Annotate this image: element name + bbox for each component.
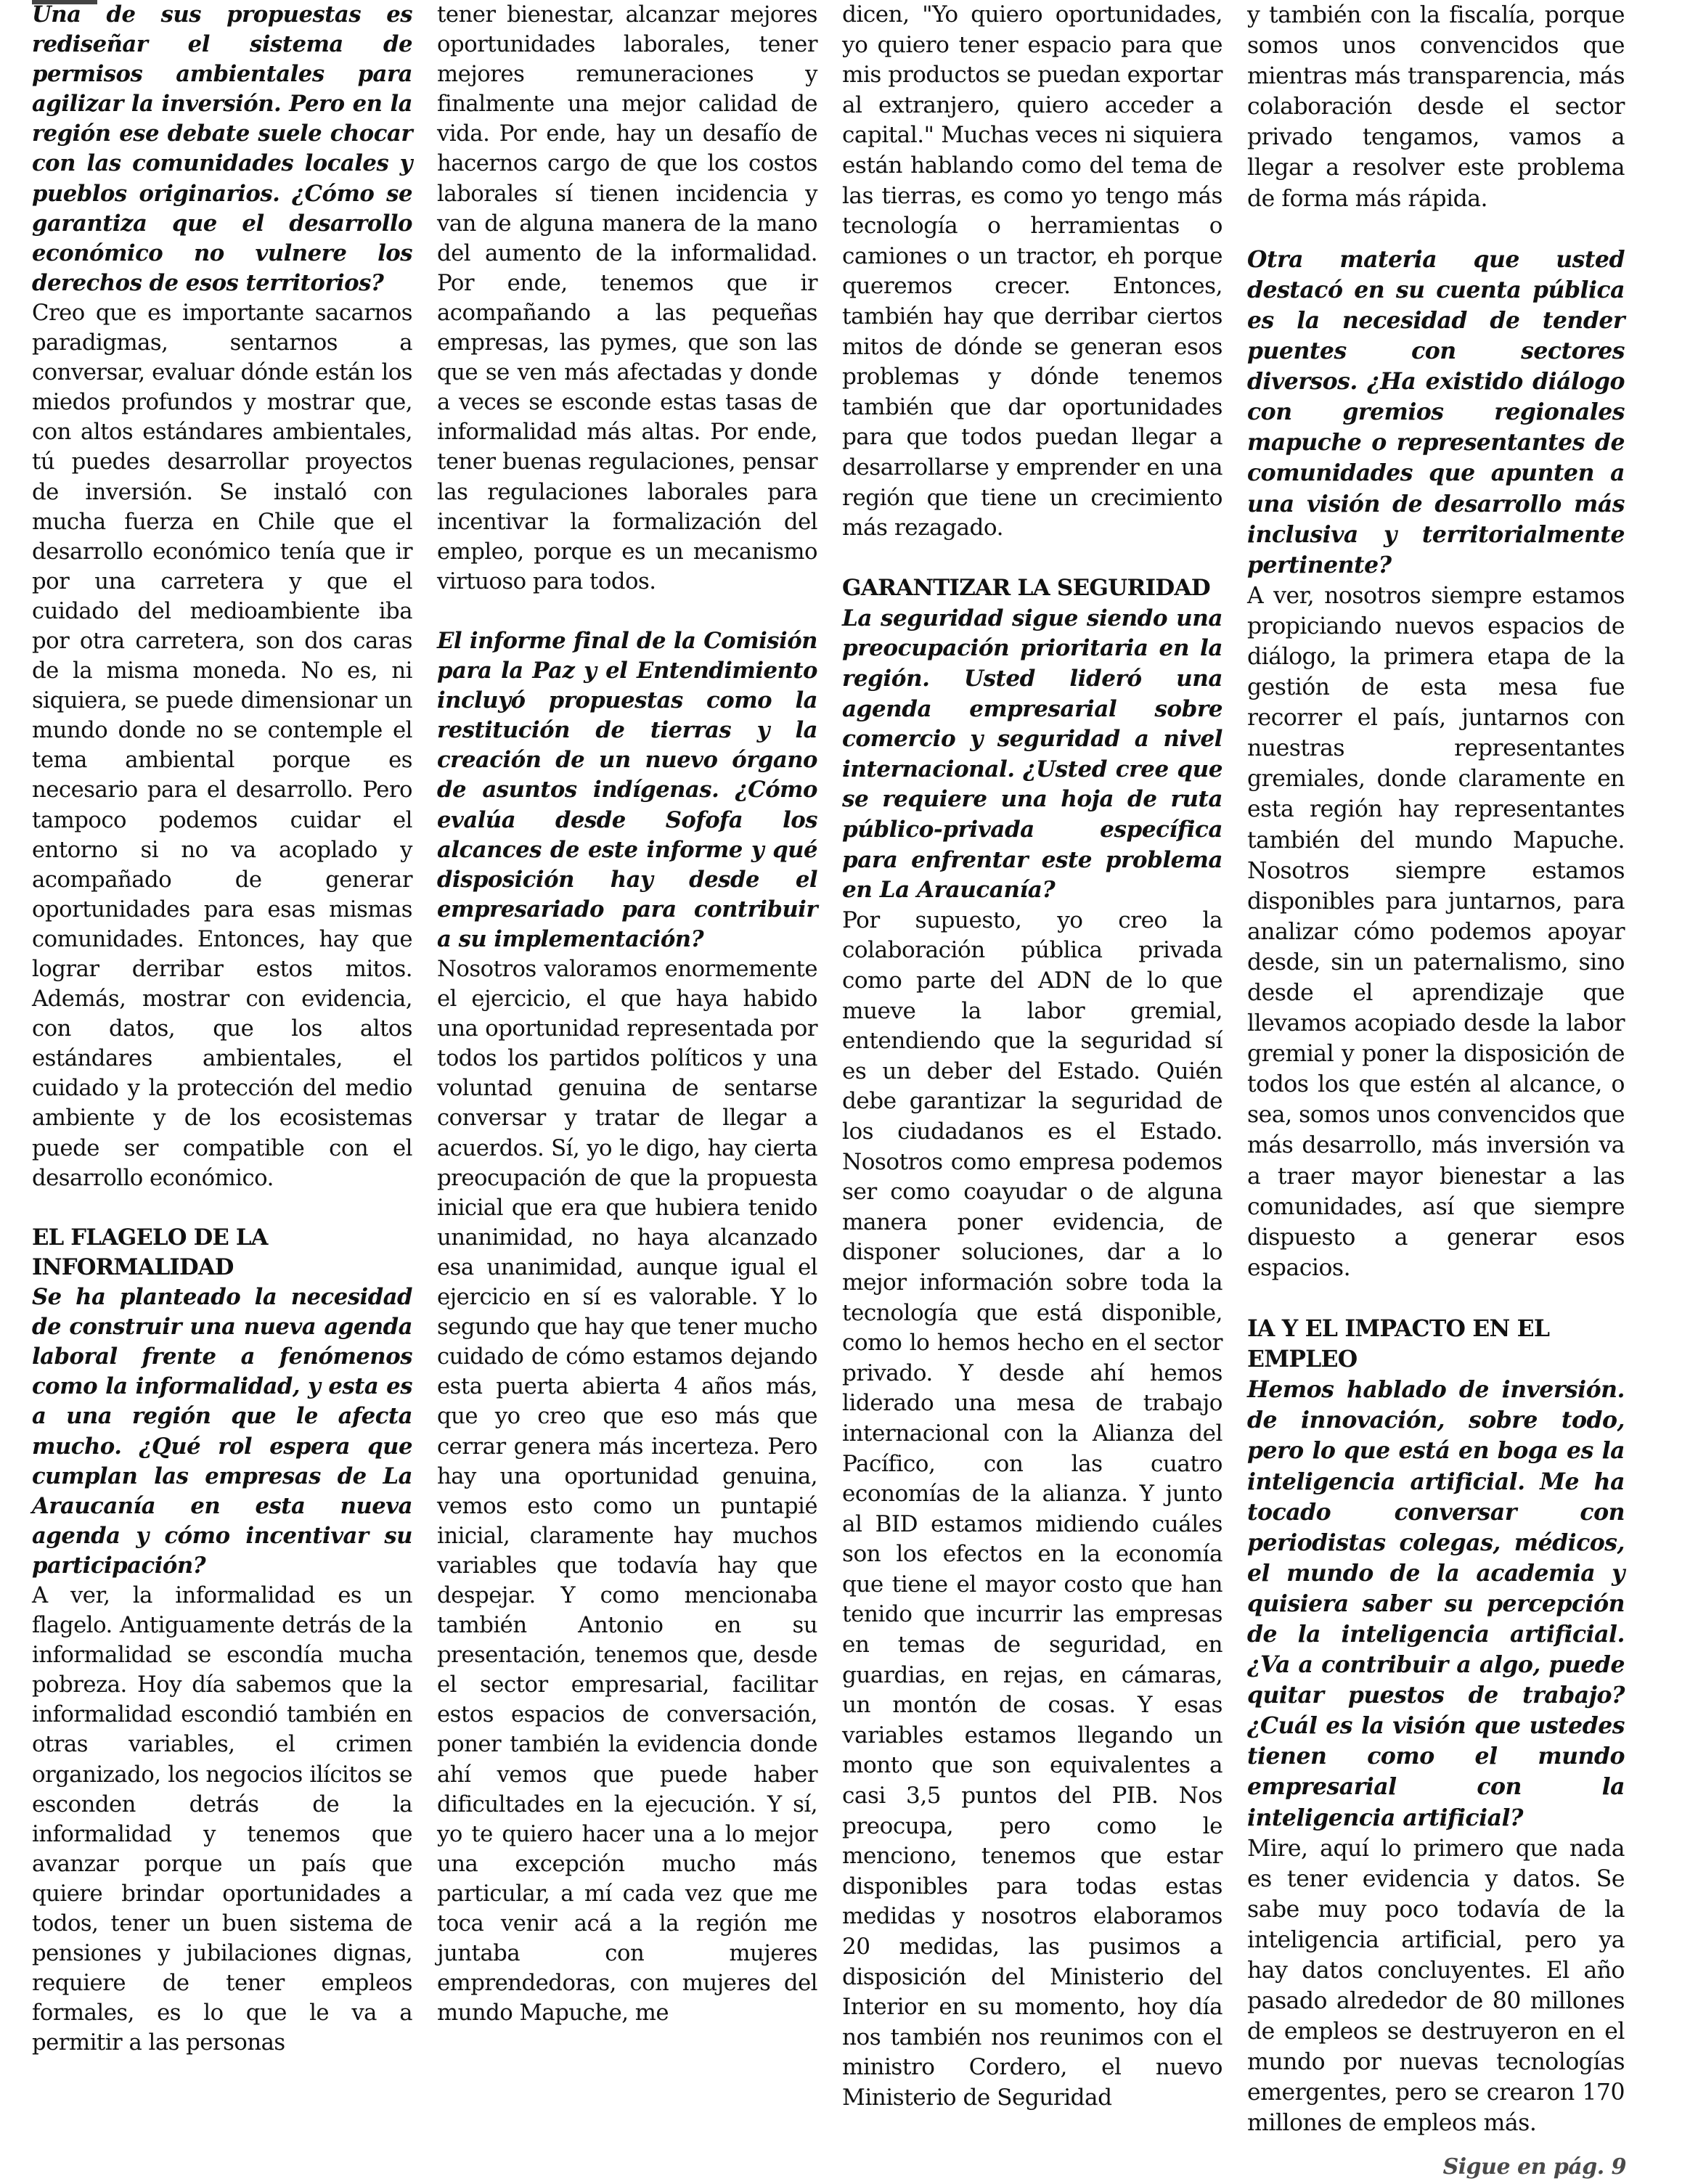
answer: Por supuesto, yo creo la colaboración pública privada como parte del ADN de lo que mueve la labor gremial, entendiendo que la seguridad sí es un deber del Estado. Quién debe garantizar la seguridad de los ciudadanos es el Estado. Nosotros como empresa podemos ser como coayudar o de alguna manera poner evidencia, de disponer soluciones, dar a lo mejor información sobre toda la tecnología que está disponible, como lo hemos hecho en el sector privado. Y desde ahí hemos liderado una mesa de trabajo internacional con la Alianza del Pacífico, con las cuatro economías de la alianza. Y junto al BID estamos midiendo cuáles son los efectos en la economía que tiene el mayor costo que han tenido que incurrir las empresas en temas de seguridad, en guardias, en rejas, en cámaras, un montón de cosas. Y esas variables estamos llegando un monto que son equivalentes a casi 3,5 puntos del PIB. Nos preocupa, pero como le menciono, tenemos que estar disponibles para todas estas medidas y nosotros elaboramos 20 medidas, las pusimos a disposición del Ministerio del Interior en su momento, hoy día nos también nos reunimos con el ministro Cordero, el nuevo Ministerio de Seguridad xyxy=(842,907,1222,2111)
column-1 xyxy=(32,0,412,2058)
question: Otra materia que usted destacó en su cuenta pública es la necesidad de tender puentes con sectores diversos. ¿Ha existido diálogo con gremios regionales mapuche o representantes de comunidades que apunten a una visión de desarrollo más inclusiva y territorialmente pertinente? xyxy=(1247,245,1625,578)
answer: Mire, aquí lo primero que nada es tener evidencia y datos. Se sabe muy poco todavía de la inteligencia artificial, pero ya hay datos concluyentes. El año pasado alrededor de 80 millones de empleos se destruyeron en el mundo por nuevas tecnologías emergentes, pero se crearon 170 millones de empleos más. xyxy=(1247,1835,1625,2137)
column-4 xyxy=(1247,0,1625,2139)
answer: y también con la fiscalía, porque somos unos convencidos que mientras más transparencia, más colaboración desde el sector privado tengamos, vamos a llegar a resolver este problema de forma más rápida. xyxy=(1247,2,1625,212)
column-2 xyxy=(437,0,817,2028)
section-heading: IA Y EL IMPACTO EN EL EMPLEO xyxy=(1247,1315,1550,1373)
question: El informe final de la Comisión para la Paz y el Entendimiento incluyó propuestas como la restitución de tierras y la creación de un nuevo órgano de asuntos indígenas. ¿Cómo evalúa desde Sofofa los alcances de este informe y qué disposición hay desde el empresariado para contribuir a su implementación? xyxy=(437,627,817,952)
spacer xyxy=(32,1193,412,1223)
column-3 xyxy=(842,0,1222,2114)
answer: Creo que es importante sacarnos paradigmas, sentarnos a conversar, evaluar dónde están los miedos profundos y mostrar que, con altos estándares ambientales, tú puedes desarrollar proyectos de inversión. Se instaló con mucha fuerza en Chile que el desarrollo económico tenía que ir por una carretera y que el cuidado del medioambiente iba por otra carretera, son dos caras de la misma moneda. No es, ni siquiera, se puede dimensionar un mundo donde no se contemple el tema ambiental porque es necesario para el desarrollo. Pero tampoco podemos cuidar el entorno si no va acoplado y acompañado de generar oportunidades para esas mismas comunidades. Entonces, hay que lograr derribar estos mitos. Además, mostrar con evidencia, con datos, que los altos estándares ambientales, el cuidado y la protección del medio ambiente y de los ecosistemas puede ser compatible con el desarrollo económico. xyxy=(32,300,412,1191)
answer: tener bienestar, alcanzar mejores oportunidades laborales, tener mejores remuneraciones y finalmente una mejor calidad de vida. Por ende, hay un desafío de hacernos cargo de que los costos laborales sí tienen incidencia y van de alguna manera de la mano del aumento de la informalidad. Por ende, tenemos que ir acompañando a las pequeñas empresas, las pymes, que son las que se ven más afectadas y donde a veces se esconde estas tasas de informalidad más altas. Por ende, tener buenas regulaciones, pensar las regulaciones laborales para incentivar la formalización del empleo, porque es un mecanismo virtuoso para todos. xyxy=(437,2,817,594)
continued-on-page-note: Sigue en pág. 9 xyxy=(1442,2154,1626,2180)
answer: dicen, "Yo quiero oportunidades, yo quiero tener espacio para que mis productos se puedan exportar al extranjero, quiero acceder a capital." Muchas veces ni siquiera están hablando como del tema de las tierras, es como yo tengo más tecnología o herramientas o camiones o un tractor, eh porque queremos crecer. Entonces, también hay que derribar ciertos mitos de dónde se generan esos problemas y dónde tenemos también que dar oportunidades para que todos puedan llegar a desarrollarse y emprender en una región que tiene un crecimiento más rezagado. xyxy=(842,1,1222,541)
section-heading: EL FLAGELO DE LA INFORMALIDAD xyxy=(32,1224,268,1280)
spacer xyxy=(842,544,1222,574)
spacer xyxy=(1247,1283,1625,1314)
answer: Nosotros valoramos enormemente el ejercicio, el que haya habido una oportunidad representada por todos los partidos políticos y una voluntad genuina de sentarse conversar y tratar de llegar a acuerdos. Sí, yo le digo, hay cierta preocupación de que la propuesta inicial que era que hubiera tenido unanimidad, no haya alcanzado esa unanimidad, aunque igual el ejercicio en sí es valorable. Y lo segundo que hay que tener mucho cuidado de cómo estamos dejando esta puerta abierta 4 años más, que yo creo que eso más que cerrar genera más incerteza. Pero hay una oportunidad genuina, vemos esto como un puntapié inicial, claramente hay muchos variables que todavía hay que despejar. Y como mencionaba también Antonio en su presentación, tenemos que, desde el sector empresarial, facilitar estos espacios de conversación, poner también la evidencia donde ahí vemos que puede haber dificultades en la ejecución. Y sí, yo te quiero hacer una a lo mejor una excepción mucho más particular, a mí cada vez que me toca venir acá a la región me juntaba con mujeres emprendedoras, con mujeres del mundo Mapuche, me xyxy=(437,957,817,2026)
section-heading: GARANTIZAR LA SEGURIDAD xyxy=(842,575,1210,602)
spacer xyxy=(1247,214,1625,245)
answer: A ver, la informalidad es un flagelo. Antiguamente detrás de la informalidad se escondía mucha pobreza. Hoy día sabemos que la informalidad escondió también en otras variables, el crimen organizado, los negocios ilícitos se esconden detrás de la informalidad y tenemos que avanzar porque un país que quiere brindar oportunidades a todos, tener un buen sistema de pensiones y jubilaciones dignas, requiere de tener empleos formales, es lo que le va a permitir a las personas xyxy=(32,1582,412,2056)
question: Se ha planteado la necesidad de construir una nueva agenda laboral frente a fenómenos como la informalidad, y esta es a una región que le afecta mucho. ¿Qué rol espera que cumplan las empresas de La Araucanía en esta nueva agenda y cómo incentivar su participación? xyxy=(32,1284,412,1579)
question: La seguridad sigue siendo una preocupación prioritaria en la región. Usted lideró una agenda empresarial sobre comercio y seguridad a nivel internacional. ¿Usted cree que se requiere una hoja de ruta público-privada específica para enfrentar este problema en La Araucanía? xyxy=(842,605,1222,904)
question: Una de sus propuestas es rediseñar el sistema de permisos ambientales para agilizar la inversión. Pero en la región ese debate suele chocar con las comunidades locales y pueblos originarios. ¿Cómo se garantiza que el desarrollo económico no vulnere los derechos de esos territorios? xyxy=(32,1,412,296)
spacer xyxy=(437,597,817,626)
question: Hemos hablado de inversión. de innovación, sobre todo, pero lo que está en boga es la inteligencia artificial. Me ha tocado conversar con periodistas colegas, médicos, el mundo de la academia y quisiera saber su percepción de la inteligencia artificial. ¿Va a contribuir a algo, puede quitar puestos de trabajo? ¿Cuál es la visión que ustedes tienen como el mundo empresarial con la inteligencia artificial? xyxy=(1247,1376,1625,1831)
answer: A ver, nosotros siempre estamos propiciando nuevos espacios de diálogo, la primera etapa de la gestión de esta mesa fue recorrer el país, juntarnos con nuestras representantes gremiales, donde claramente en esta región hay representantes también del mundo Mapuche. Nosotros siempre estamos disponibles para juntarnos, para analizar cómo podemos apoyar desde, sin un paternalismo, sino desde el aprendizaje que llevamos acopiado desde la labor gremial y poner la disposición de todos los que estén al alcance, o sea, somos unos convencidos que más desarrollo, más inversión va a traer mayor bienestar a las comunidades, así que siempre dispuesto a generar esos espacios. xyxy=(1247,582,1625,1281)
